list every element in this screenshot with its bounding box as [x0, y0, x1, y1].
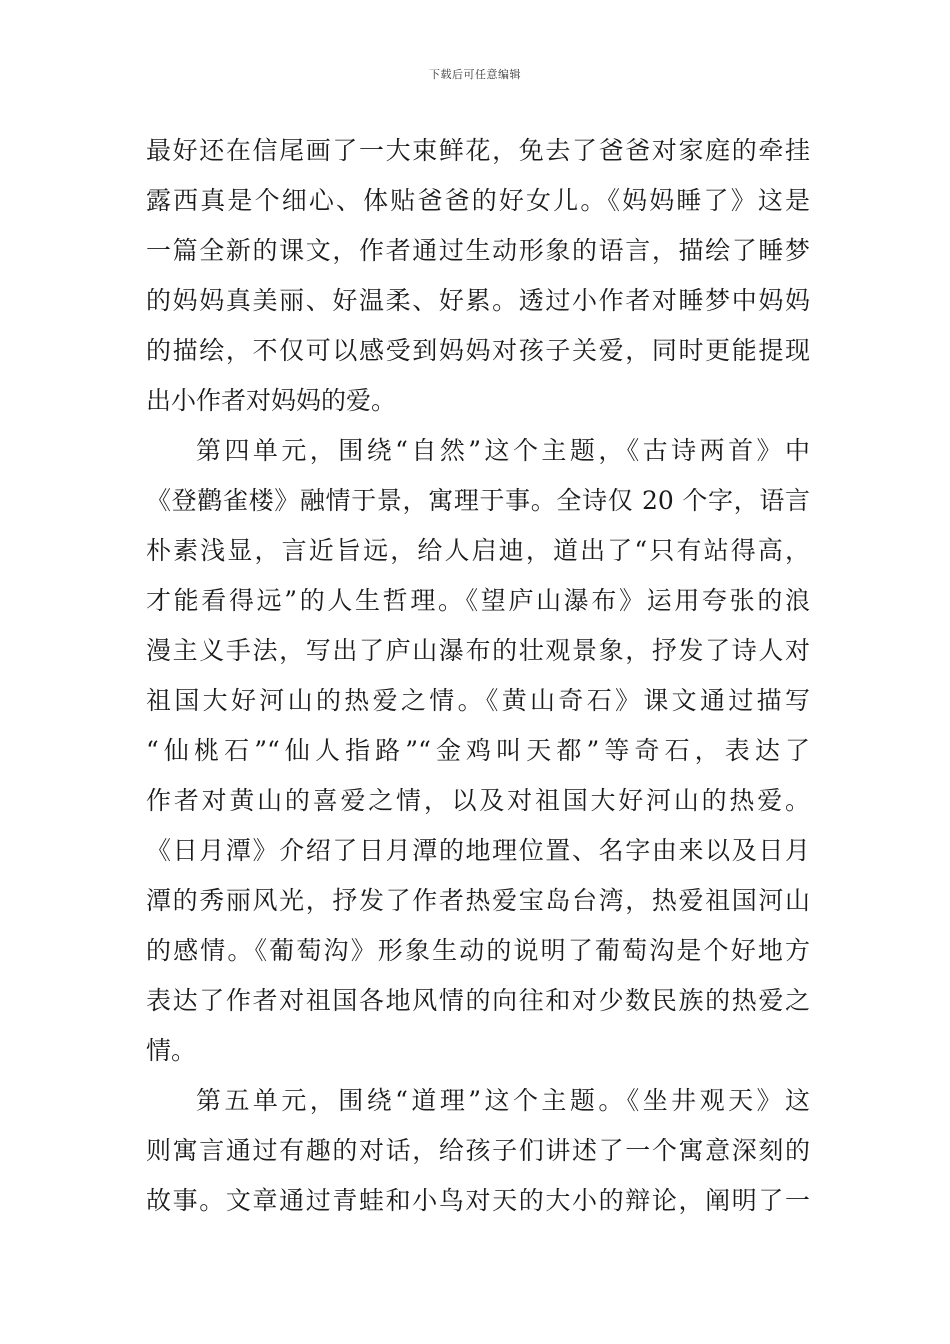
text-line: 漫主义手法，写出了庐山瀑布的壮观景象，抒发了诗人对	[146, 636, 810, 665]
text-line: 《日月潭》介绍了日月潭的地理位置、名字由来以及日月	[146, 836, 810, 865]
text-line: 第五单元，围绕“道理”这个主题。《坐井观天》这	[196, 1086, 810, 1115]
text-line: “仙桃石”“仙人指路”“金鸡叫天都”等奇石，表达了	[146, 736, 810, 765]
text-line: 的妈妈真美丽、好温柔、好累。透过小作者对睡梦中妈妈	[146, 286, 810, 315]
text-line: 露西真是个细心、体贴爸爸的好女儿。《妈妈睡了》这是	[146, 186, 810, 215]
text-line: 潭的秀丽风光，抒发了作者热爱宝岛台湾，热爱祖国河山	[146, 886, 810, 915]
text-line: 作者对黄山的喜爱之情，以及对祖国大好河山的热爱。	[146, 786, 810, 815]
paragraph	[146, 426, 810, 1076]
text-line: 第四单元，围绕“自然”这个主题，《古诗两首》中	[196, 436, 810, 465]
text-line: 则寓言通过有趣的对话，给孩子们讲述了一个寓意深刻的	[146, 1136, 810, 1165]
paragraph	[146, 1076, 810, 1226]
page-header: 下载后可任意编辑	[429, 68, 521, 81]
text-line: 的感情。《葡萄沟》形象生动的说明了葡萄沟是个好地方	[146, 936, 810, 965]
document-body	[146, 126, 810, 1226]
text-line: 朴素浅显，言近旨远，给人启迪，道出了“只有站得高，	[146, 536, 810, 565]
text-line: 才能看得远”的人生哲理。《望庐山瀑布》运用夸张的浪	[146, 586, 810, 615]
text-line: 情。	[146, 1036, 197, 1065]
text-line: 最好还在信尾画了一大束鲜花，免去了爸爸对家庭的牵挂	[146, 136, 810, 165]
text-line: 《登鹳雀楼》融情于景，寓理于事。全诗仅 20 个字，语言	[146, 486, 810, 515]
text-line: 故事。文章通过青蛙和小鸟对天的大小的辩论，阐明了一	[146, 1186, 810, 1215]
text-line: 表达了作者对祖国各地风情的向往和对少数民族的热爱之	[146, 986, 810, 1015]
paragraph	[146, 126, 810, 426]
text-line: 的描绘，不仅可以感受到妈妈对孩子关爱，同时更能提现	[146, 336, 810, 365]
text-line: 出小作者对妈妈的爱。	[146, 386, 397, 415]
text-line: 一篇全新的课文，作者通过生动形象的语言，描绘了睡梦	[146, 236, 810, 265]
text-line: 祖国大好河山的热爱之情。《黄山奇石》课文通过描写	[146, 686, 810, 715]
